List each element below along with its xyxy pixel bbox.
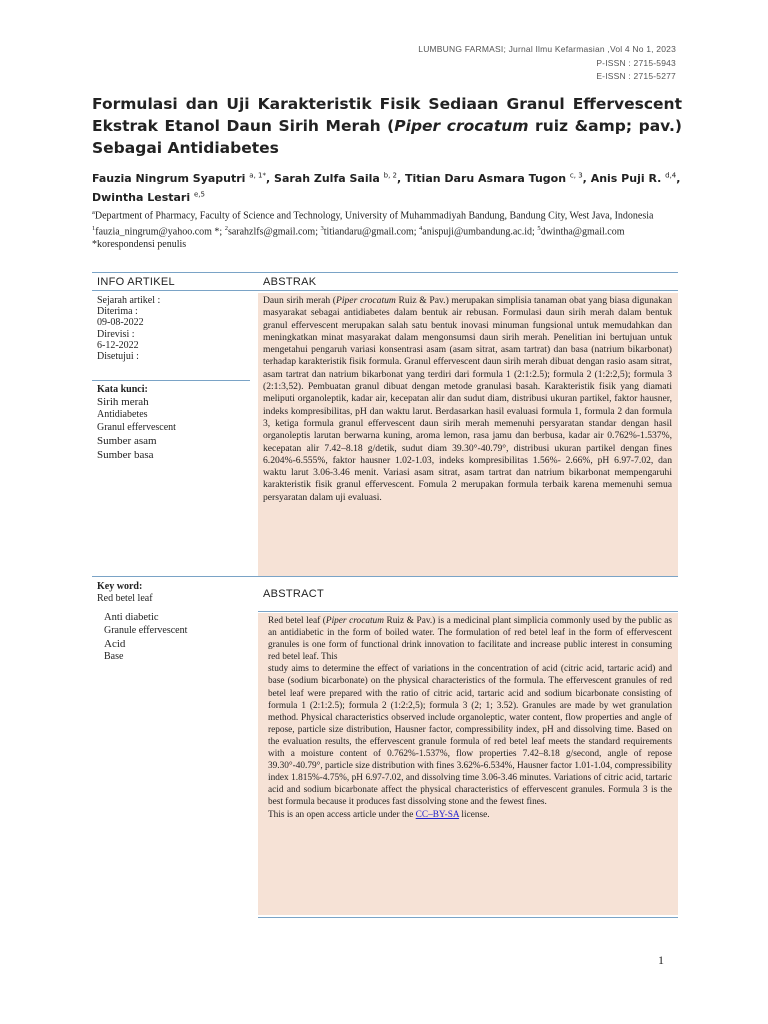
p-issn: P-ISSN : 2715-5943 — [596, 57, 676, 68]
author: Sarah Zulfa Saila $^{b, 2}$, — [274, 171, 406, 185]
cc-by-sa-link[interactable]: CC–BY-SA — [415, 809, 460, 820]
author: Titian Daru Asmara Tugon $^{c, 3}$, — [405, 171, 591, 185]
author: Fauzia Ningrum Syaputri $^{a, 1*}$, — [92, 171, 275, 185]
journal-header — [418, 43, 676, 84]
table-rule-header — [92, 290, 678, 291]
abstrak-heading: ABSTRAK — [263, 276, 317, 288]
keyword-item: Antidiabetes — [97, 409, 148, 421]
revised-date: 6-12-2022 — [97, 339, 139, 351]
accepted-label: Disetujui : — [97, 351, 139, 363]
keyword-item: Sirih merah — [97, 396, 149, 409]
keyword-item: Red betel leaf — [97, 593, 153, 605]
keyword-section — [97, 581, 247, 664]
kata-kunci-label: Kata kunci: — [97, 384, 148, 395]
keyword-item: Granule effervescent — [104, 625, 188, 637]
table-rule-bottom — [258, 917, 678, 918]
affiliations — [92, 207, 682, 251]
table-rule-top — [92, 272, 678, 273]
e-issn: E-ISSN : 2715-5277 — [596, 71, 676, 81]
title-italic: Piper crocatum — [394, 117, 529, 135]
keyword-sublist — [97, 611, 247, 664]
journal-name: LUMBUNG FARMASI; Jurnal Ilmu Kefarmasian ,Vol 4 No 1, 2023 — [418, 44, 676, 54]
paper-title: Formulasi dan Uji Karakteristik Fisik Sediaan Granul Effervescent Ekstrak Etanol Daun Sirih Merah (Piper crocatum ruiz &amp; pav.) Sebagai Antidiabetes — [92, 95, 682, 157]
kata-kunci-section — [97, 384, 247, 462]
email-list: $^1$fauzia_ningrum@yahoo.com *; $^2$sarahzlfs@gmail.com; $^3$titiandaru@gmail.com; $^4$anispuji@umbandung.ac.id; $^5$dwintha@gmail.com — [92, 224, 625, 238]
abstract-heading: ABSTRACT — [263, 588, 325, 600]
info-artikel-heading: INFO ARTIKEL — [97, 276, 175, 288]
author: Anis Puji R. $^{d,4}$, — [590, 171, 681, 185]
abstract-body: Red betel leaf (Piper crocatum Ruiz & Pav.) is a medicinal plant simplicia commonly used by the public as an antidiabetic in the form of boiled water. The formulation of red betel leaf in the form of effervescent granules is one form of functional drink innovation to facilitate and increase public interest in consuming red betel leaf. This study aims to determine the effect of variations in the concentration of acid (citric acid, tartaric acid) and base (sodium bicarbonate) on the physical characteristics of the formula. The effervescent granules of red betel leaf were prepared with the ratio of citric acid, tartaric acid and sodium bicarbonate consisting of formula 1 (2:1:2.5); formula 2 (1:2:2,5); formula 3 (2; 1; 3.52). Granules are made by wet granulation method. Physical characteristics observed include organoleptic, water content, flow properties and angle of repose, particle size distribution, Hausner factor, compressibility index, pH and dissolving time. Based on the evaluation results, the effervescent granule formula of red betel leaf meets the standard requirements with a moisture content of 0.762%-1.537%, flow properties 7.42–8.18 g/second, angle of repose 39.30°-40.79°, particle size distribution with fines 3.62%-6.534%, Hausner factor 1.01-1.04, compressibility index 1.815%-4.75%, pH 6.97-7.02, and dissolving time 3.06-3.46 minutes. Variations of citric acid, tartaric acid and sodium bicarbonate affect the physical characteristics of effervescent granules. Formula 3 is the best formula because it produces fast dissolving stone and the fewest fines. This is an open access article under the CC–BY-SA license. — [258, 613, 678, 915]
page-number: 1 — [658, 953, 664, 967]
history-label: Sejarah artikel : — [97, 295, 161, 306]
received-label: Diterima : — [97, 306, 138, 318]
keyword-item: Sumber asam — [97, 435, 157, 448]
department: $^a$Department of Pharmacy, Faculty of Science and Technology, University of Muhammadiyah Bandung, Bandung City, West Java, Indonesia — [92, 209, 654, 222]
keyword-item: Base — [104, 651, 124, 663]
table-rule-middle — [92, 576, 678, 577]
keyword-item: Granul effervescent — [97, 421, 176, 433]
table-rule-abstract-header — [258, 611, 678, 612]
corresponding-note: *korespondensi penulis — [92, 238, 187, 250]
article-history — [97, 295, 247, 362]
received-date: 09-08-2022 — [97, 317, 144, 329]
author-list — [92, 167, 682, 206]
table-rule-left-kata — [92, 380, 250, 381]
revised-label: Direvisi : — [97, 328, 135, 340]
keyword-item: Acid — [104, 638, 126, 651]
keyword-item: Sumber basa — [97, 449, 154, 462]
author: Dwintha Lestari $^{e,5}$ — [92, 190, 205, 205]
keyword-label: Key word: — [97, 581, 143, 592]
keyword-item: Anti diabetic — [104, 612, 159, 624]
abstrak-body: Daun sirih merah (Piper crocatum Ruiz & Pav.) merupakan simplisia tanaman obat yang biasa digunakan masyarakat sebagai antidiabetes dalam bentuk air rebusan. Formulasi daun sirih merah dalam bentuk granul effervescent merupakan salah satu bentuk inovasi minuman fungsional untuk memudahkan dan meningkatkan minat masyarakat dalam mengonsumsi daun sirih merah. Penelitian ini bertujuan untuk mengetahui pengaruh variasi konsentrasi asam (asam sitrat, asam tartrat) dan basa (natrium bikarbonat) terhadap karakteristik fisik formula. Granul effervescent daun sirih merah dibuat dengan rasio asam sitrat, asam tartrat dan natrium bikarbonat yang terdiri dari formula 1 (2:1:2.5); formula 2 (1:2:2,5); formula 3 (2:1:3,52). Pembuatan granul dibuat dengan metode granulasi basah. Karakteristik fisik yang diamati meliputi organoleptik, kadar air, kecepatan alir dan sudut diam, distribusi ukuran partikel, faktor hausner, indeks kompresibilitas, pH dan waktu larut. Berdasarkan hasil evaluasi formula 1, formula 2 dan formula 3, ketiga formula granul effervescent daun sirih merah memenuhi persyaratan standar dengan hasil organoleptis larutan berwarna kuning, aroma lemon, rasa jamu dan berbusa, kadar air 0.762%-1.537%, kecepatan alir 7.42–8.18 g/detik, sudut diam 39.30°-40.79°, distribusi ukuran partikel dengan fines 6.204%-6.555%, faktor hausner 1.02-1.03, indeks kompresibilitas 1.56%- 2.66%, pH 6.97-7.02, dan waktu larut 3.06-3.46 menit. Variasi asam sitrat, asam tartrat dan natrium bikarbonat mempengaruhi karakteristik fisik granul effervescent. Fomula 2 merupakan formula terbaik karena memenuhi semua persyaratan dalam uji evaluasi. — [258, 293, 678, 576]
